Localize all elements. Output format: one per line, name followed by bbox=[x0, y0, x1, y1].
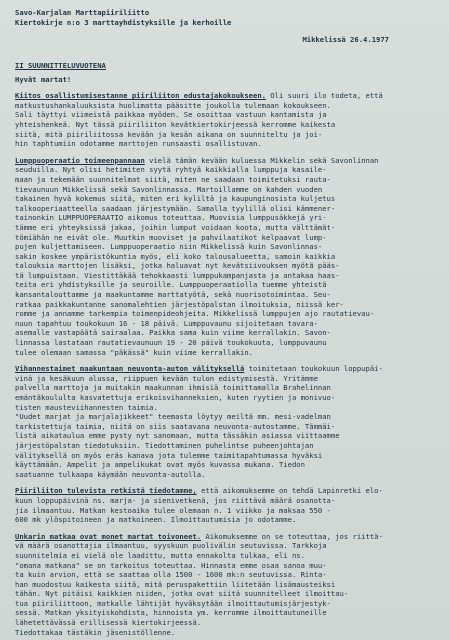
paragraph-line: talkooperiaatteella saadaan järjestymään. Samalla tyylillä olisi kämmener- bbox=[15, 203, 336, 213]
paragraph-lead: Unkarin matkaa ovat monet martat toivoneet. bbox=[15, 531, 202, 541]
paragraph-line: siitä, mitä piiriliitossa kevään ja kesän aikana on suunniteltu ja joi- bbox=[15, 129, 323, 139]
paragraph bbox=[15, 156, 439, 357]
paragraph-line: asemalle vastapäätä sairaalaa. Paikka sama kuin viime kerrallakin. Savon- bbox=[15, 328, 331, 338]
paragraph-lead: Lumppuoperaatio toimeenpannaan bbox=[15, 155, 145, 165]
paragraph-line: saatuanne tulkaapa käymään neuvonta-autolla. bbox=[15, 469, 206, 479]
paragraph-line: "Uudet marjat ja marjalajikkeet" teemasta löytyy meiltä mm. mesi-vadelman bbox=[15, 412, 331, 422]
paragraph-line: kansantalouttamme ja maakuntamme marttatyötä, sekä nuorisotoimintaa. Seu- bbox=[15, 290, 331, 300]
paragraph-line: kuun loppupäivinä ns. marja- ja sienivetkenä, jos riittävä määrä osanotta- bbox=[15, 495, 336, 505]
paragraph bbox=[15, 532, 439, 638]
paragraph-line: tulee olemaan samassa "päkässä" kuin viime kerrallakin. bbox=[15, 347, 253, 357]
paragraph-line: välityksellä on myös eräs kanava jota tulemme taimitapahtumassa hyväksi bbox=[15, 450, 323, 460]
paragraph-line: 600 mk ylöspitoineen ja matkoineen. Ilmoittautumisia jo odotamme. bbox=[15, 515, 297, 525]
paragraph-line: matkustushankaluuksista huolimatta pääsitte joukolla tulemaan kokoukseen. bbox=[15, 100, 331, 110]
paragraph-first-rest: vielä tämän kevään kuluessa Mikkelin sekä Savonlinnan bbox=[144, 155, 379, 165]
paragraph bbox=[15, 486, 439, 524]
paragraph-line: "omana matkana" se on tarkoitus toteuttaa. Hinnasta emme osaa sanoa muu- bbox=[15, 560, 327, 570]
paragraph-lead: Vihannestaimet maakuntaan neuvonta-auton välityksellä bbox=[15, 364, 245, 374]
paragraph-line: tua piiriliittoon, matkalle lähtijät hyväksytään ilmoittautumisjärjestyk- bbox=[15, 598, 331, 608]
paragraph-line: käyttämään. Ampelit ja ampelikukat ovat myös kuvassa mukana. Tiedon bbox=[15, 460, 305, 470]
paragraph-line: Sali täyttyi viimeistä paikkaa myöden. Se osoittaa vastuun kantamista ja bbox=[15, 110, 327, 120]
paragraph-line: suunnitelmia ei vielä ole laadittu, mutta ennakolta tulkaa, eli ns. bbox=[15, 550, 305, 560]
letter-body bbox=[15, 91, 439, 637]
paragraph-line: vä määrä osanottajia ilmaantuu, syyskuun puolivälin seutuvissa. Tarkkoja bbox=[15, 541, 327, 551]
paragraph-lead: Kiitos osallistumisestanne piiriliiton edustajakokoukseen. bbox=[15, 91, 266, 101]
paragraph-line: tarkistettuja taimia, niitä on siis saatavana neuvonta-autostamme. Tämmäi- bbox=[15, 421, 336, 431]
paragraph-line: seuduilla. Nyt olisi hetimiten syytä ryhtyä kaikkialla lumppuja kasaile- bbox=[15, 165, 327, 175]
paragraph-line: maan ja tekemään suunnitelmat siitä, miten ne saadaan toimitetuksi rauta- bbox=[15, 174, 331, 184]
paragraph-line: lähetettävässä erillisessä kiertokirjeessä. bbox=[15, 618, 202, 628]
paragraph-line: tömiähän ne eivät ole. Muutkin muoviset ja pahvilaatikot kelpaavat lump- bbox=[15, 232, 327, 242]
paragraph-line: Tiedottakaa tästäkin jäsenistöllenne. bbox=[15, 627, 176, 637]
paragraph-line: järjestöpalstan tiedotuksiin. Tiedottaminen puhelintse puheenjohtajan bbox=[15, 440, 314, 450]
paragraph-first-line bbox=[15, 156, 439, 166]
paragraph-line: sakin koskee ympäristökuntia myös, eli koko talousalueetta, samoin kaikkia bbox=[15, 251, 336, 261]
paragraph-first-rest: toimitetaan toukokuun loppupäi- bbox=[244, 364, 383, 374]
paragraph-line: listä aikataulua emme pysty nyt sanomaan, mutta tässäkin asiassa viittaamme bbox=[15, 431, 340, 441]
paragraph-first-rest: Aikomuksemme on se toteuttaa, jos riittä- bbox=[201, 531, 383, 541]
place-date: Mikkelissä 26.4.1977 bbox=[302, 35, 389, 44]
paragraph-line: palvella marttoja ja muitakin maakunnan ihmisiä toimittamalla Brahelinnan bbox=[15, 383, 331, 393]
paragraph-first-line bbox=[15, 364, 439, 374]
paragraph-first-rest: että aikomuksemme on tehdä Lapinretki elo- bbox=[196, 486, 383, 496]
paragraph-first-line bbox=[15, 532, 439, 542]
paragraph-line: pujen kuljettamiseen. Lumppuoperaatio niin Mikkelissä kuin Savonlinnas- bbox=[15, 242, 323, 252]
paragraph bbox=[15, 91, 439, 149]
paragraph-line: linnassa lastataan rautatievaunuun 19 - 20 päivä toukokuuta, lumppuvaunu bbox=[15, 338, 327, 348]
paragraph-line: sessä. Matkan yksityiskohdista, hinnoista ym. kerromme ilmoittautuneille bbox=[15, 608, 327, 618]
paragraph-line: talouksia marttojen lisäksi, jotka haluavat nyt kevätsiivouksen myötä pääs- bbox=[15, 261, 340, 271]
paragraph-lead: Piiriliiton tulevista retkistä tiedotamme, bbox=[15, 486, 197, 496]
paragraph-first-line bbox=[15, 486, 439, 496]
paragraph-line: teita eri yhdistyksille ja seuroille. Lumppuoperaatiolla tuemme yhteistä bbox=[15, 280, 327, 290]
section-title: II SUUNNITTELUVUOTENA bbox=[15, 61, 106, 70]
paragraph-line: tisten mausteviihannesten taimia. bbox=[15, 402, 158, 412]
paragraph-line: tievaunuun Mikkelissä sekä Savonlinnassa. Martoillamme on kahden vuoden bbox=[15, 184, 323, 194]
paragraph-line: jia ilmaantuu. Matkan kestoaika tulee olemaan n. 1 viikko ja maksaa 550 - bbox=[15, 505, 331, 515]
paragraph-line: takainen hyvä kokemus siitä, miten eri kyliltä ja kaupunginosista kuljetus bbox=[15, 194, 336, 204]
paragraph-line: hin taphtumiin odotamme marttojen runsaasti osallistuvan. bbox=[15, 139, 262, 149]
paragraph-line: tähän. Nyt pitäisi kaikkien niiden, jotka ovat siitä suunnitelleet ilmoittau- bbox=[15, 589, 349, 599]
recipients-line: Kiertokirje n:o 3 marttayhdistyksille ja kerhoille bbox=[15, 17, 232, 27]
paragraph-line: nuun tapahtuu toukokuun 16 - 18 päivä. Lumppuvaunu sijoitetaan tavara- bbox=[15, 318, 318, 328]
letter-header bbox=[15, 8, 439, 48]
paragraph-line: tämme eri yhteyksissä jakaa, joihin lumput voidaan koota, mutta välttämät- bbox=[15, 222, 336, 232]
greeting: Hyvät martat! bbox=[15, 74, 72, 84]
paragraph-line: vinä ja kesäkuun alussa, riippuen kevään tulon edistymisestä. Yritämme bbox=[15, 373, 318, 383]
paragraph-line: ratkaa paikkakuntanne sanomalehtien järjestöpalstan ilmoituksia, niissä ker- bbox=[15, 299, 344, 309]
paragraph-line: yhteishenkeä. Nyt tässä piiriliiton kevätkiertokirjeessä kerromme kaikesta bbox=[15, 119, 336, 129]
paragraph bbox=[15, 364, 439, 479]
paragraph-line: romme ja annamme tarkempia toimenpideohjeita. Mikkelissä lumppujen ajo rautatievau- bbox=[15, 309, 375, 319]
paragraph-line: emäntäkoululta kasvatettuja erikoisvihanneksien, kuten ryytien ja monivuo- bbox=[15, 393, 336, 402]
paragraph-first-rest: Oli suuri ilo todeta, että bbox=[265, 91, 383, 101]
paragraph-first-line bbox=[15, 91, 439, 101]
paragraph-line: tainonkin LUMPPUOPERAATIO aikomus toteuttaa. Muovisia lumppusäkkejä yri- bbox=[15, 213, 327, 223]
paragraph-line: ta kuin arvion, että se saattaa olla 1500 - 1600 mk:n seutuvissa. Rinta- bbox=[15, 570, 327, 580]
paragraph-line: han muodostuu kaikesta siitä, mitä peruspakettiin liitetään lisämausteiksi bbox=[15, 579, 336, 589]
organization-name: Savo-Karjalan Marttapiiriliitto bbox=[15, 8, 150, 17]
paragraph-line: tä lumpuistaan. Viestittäkää tehokkaasti lumppukampanjasta ja antakaa haas- bbox=[15, 270, 340, 280]
